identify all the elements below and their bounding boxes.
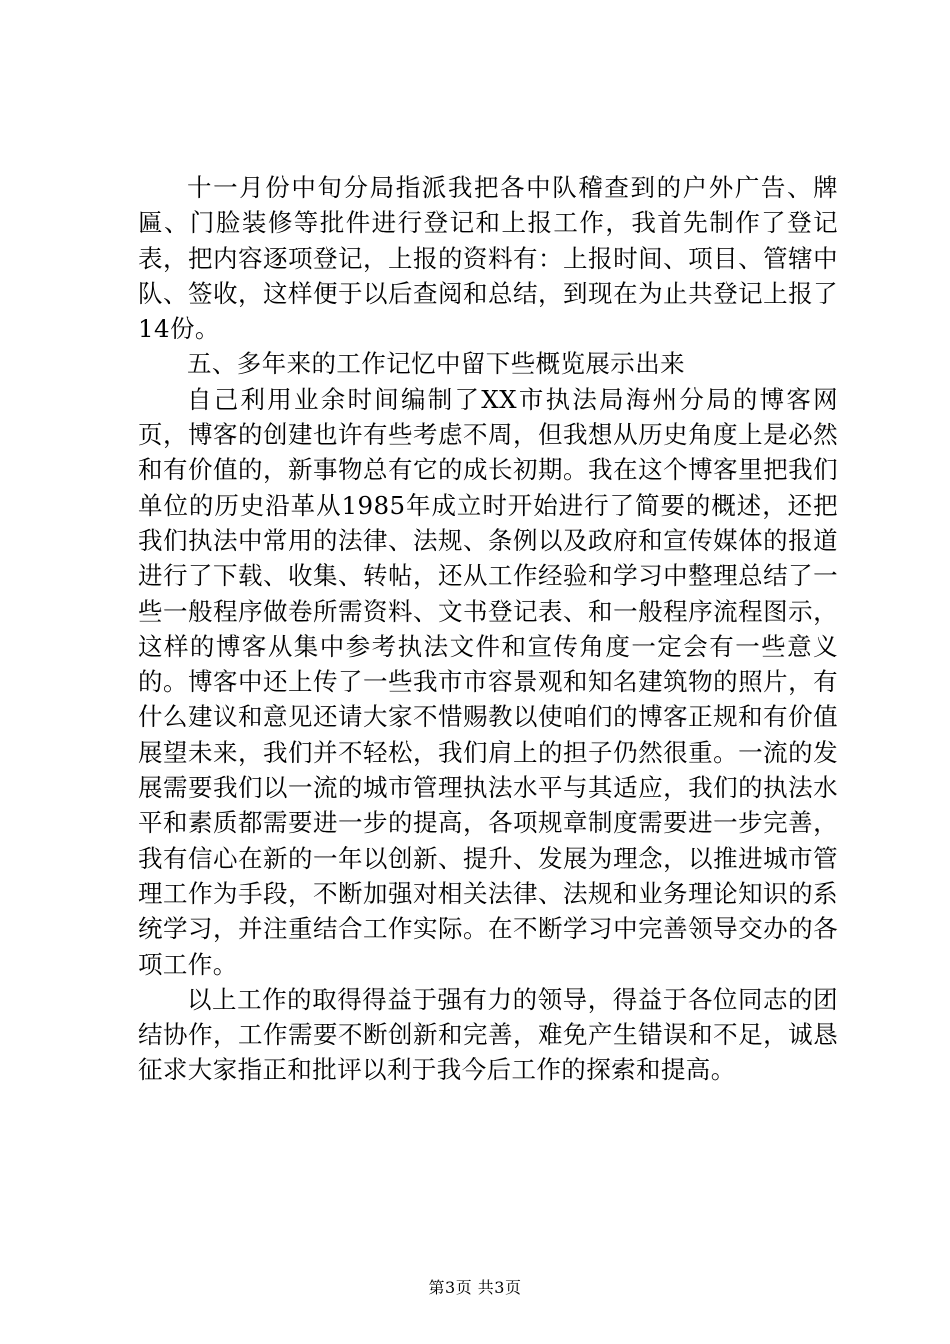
paragraph-registration: 十一月份中旬分局指派我把各中队稽查到的户外广告、牌匾、门脸装修等批件进行登记和上报工作，我首先制作了登记表，把内容逐项登记，上报的资料有：上报时间、项目、管辖中队、签收，这样便于以后查阅和总结，到现在为止共登记上报了14份。 [138,173,838,344]
page-footer: 第3页 共3页 [428,1278,522,1297]
paragraph-conclusion: 以上工作的取得得益于强有力的领导，得益于各位同志的团结协作，工作需要不断创新和完善，难免产生错误和不足，诚恳征求大家指正和批评以利于我今后工作的探索和提高。 [138,984,838,1085]
paragraph-blog: 自己利用业余时间编制了XX市执法局海州分局的博客网页，博客的创建也许有些考虑不周，但我想从历史角度上是必然和有价值的，新事物总有它的成长初期。我在这个博客里把我们单位的历史沿革从1985年成立时开始进行了简要的概述，还把我们执法中常用的法律、法规、条例以及政府和宣传媒体的报道进行了下载、收集、转帖，还从工作经验和学习中整理总结了一些一般程序做卷所需资料、文书登记表、和一般程序流程图示，这样的博客从集中参考执法文件和宣传角度一定会有一些意义的。博客中还上传了一些我市市容景观和知名建筑物的照片，有什么建议和意见还请大家不惜赐教以使咱们的博客正规和有价值展望未来，我们并不轻松，我们肩上的担子仍然很重。一流的发展需要我们以一流的城市管理执法水平与其适应，我们的执法水平和素质都需要进一步的提高，各项规章制度需要进一步完善，我有信心在新的一年以创新、提升、发展为理念，以推进城市管理工作为手段，不断加强对相关法律、法规和业务理论知识的系统学习，并注重结合工作实际。在不断学习中完善领导交办的各项工作。 [138,384,838,979]
section-heading-five: 五、多年来的工作记忆中留下些概览展示出来 [187,349,685,379]
document-body [138,170,838,1088]
